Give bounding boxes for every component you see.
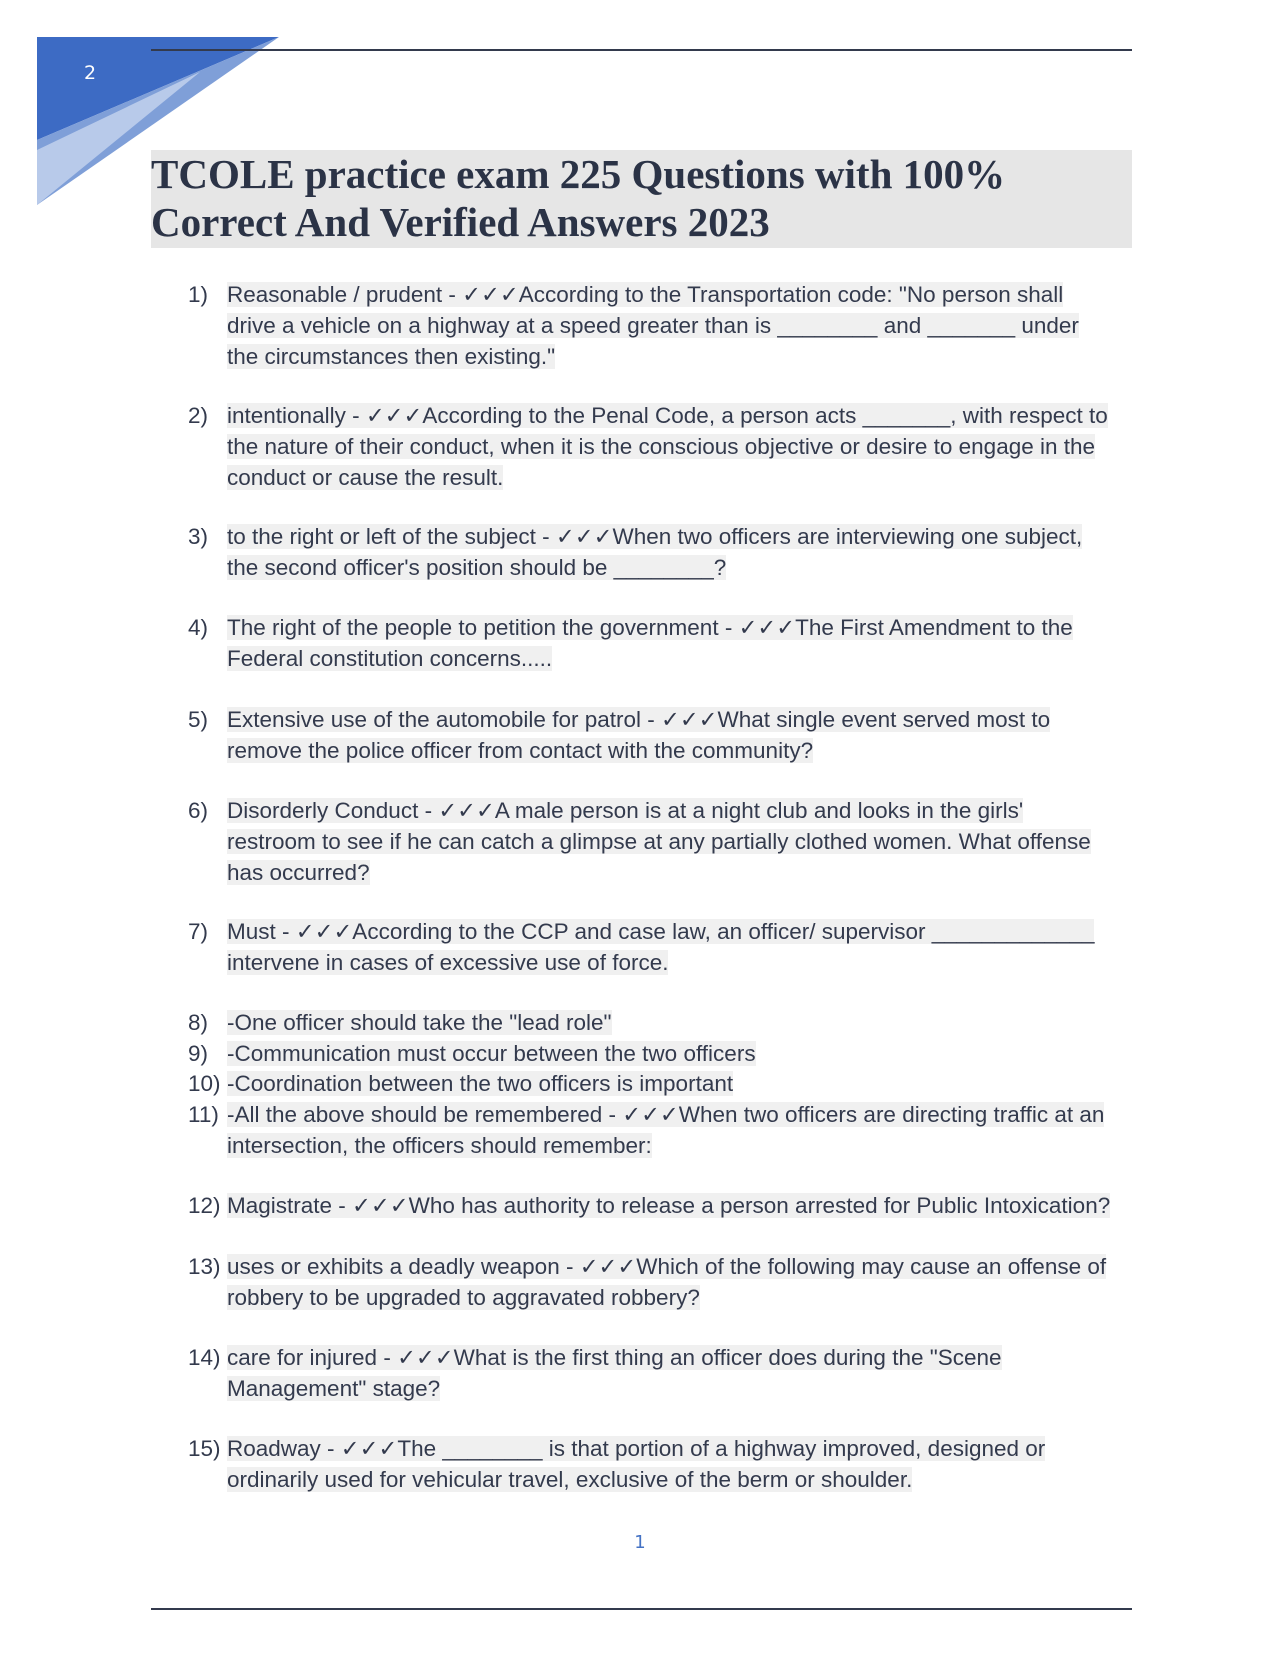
item-text: -Coordination between the two officers is important (227, 1071, 734, 1096)
item-text: care for injured - ✓✓✓What is the first thing an officer does during the "Scene Management" stage? (227, 1345, 1002, 1401)
item-text: The right of the people to petition the government - ✓✓✓The First Amendment to the Federal constitution concerns..... (227, 615, 1073, 671)
bottom-rule (151, 1608, 1132, 1610)
item-number: 7) (188, 919, 209, 944)
item-number: 11) (188, 1102, 219, 1127)
item-number: 5) (188, 707, 209, 732)
item-text: to the right or left of the subject - ✓✓✓When two officers are interviewing one subject, the second officer's position should be ________? (227, 524, 1083, 580)
item-text: -One officer should take the "lead role" (227, 1010, 612, 1035)
item-number: 2) (188, 403, 209, 428)
item-text: Magistrate - ✓✓✓Who has authority to release a person arrested for Public Intoxication? (227, 1193, 1111, 1218)
item-text: Disorderly Conduct - ✓✓✓A male person is at a night club and looks in the girls' restroom to see if he can catch a glimpse at any partially clothed women. What offense has occurred? (227, 798, 1091, 885)
item-number: 4) (188, 615, 209, 640)
item-number: 8) (188, 1010, 209, 1035)
item-number: 14) (188, 1345, 221, 1370)
item-text: Extensive use of the automobile for patrol - ✓✓✓What single event served most to remove the police officer from contact with the community? (227, 707, 1051, 763)
title-line-1: TCOLE practice exam 225 Questions with 100% (151, 151, 1006, 197)
item-number: 15) (188, 1436, 221, 1461)
item-text: -All the above should be remembered - ✓✓✓When two officers are directing traffic at an intersection, the officers should remember: (227, 1102, 1105, 1158)
page-number-top: 2 (84, 62, 97, 84)
item-number: 3) (188, 524, 209, 549)
top-rule (151, 49, 1132, 51)
item-text: Reasonable / prudent - ✓✓✓According to the Transportation code: "No person shall drive a vehicle on a highway at a speed greater than is ________ and _______ under the circumstances then existing." (227, 282, 1079, 369)
item-text: Roadway - ✓✓✓The ________ is that portion of a highway improved, designed or ordinarily used for vehicular travel, exclusive of the berm or shoulder. (227, 1436, 1046, 1492)
item-text: intentionally - ✓✓✓According to the Penal Code, a person acts _______, with respect to the nature of their conduct, when it is the conscious objective or desire to engage in the conduct or cause the result. (227, 403, 1108, 490)
item-number: 6) (188, 798, 209, 823)
document-title (151, 150, 1132, 246)
item-text: uses or exhibits a deadly weapon - ✓✓✓Which of the following may cause an offense of robbery to be upgraded to aggravated robbery? (227, 1254, 1107, 1310)
item-text: -Communication must occur between the two officers (227, 1041, 756, 1066)
item-number: 1) (188, 282, 209, 307)
title-line-2: Correct And Verified Answers 2023 (151, 199, 770, 245)
item-number: 10) (188, 1071, 221, 1096)
item-number: 9) (188, 1041, 209, 1066)
page-number-footer: 1 (634, 1532, 646, 1553)
item-number: 12) (188, 1193, 221, 1218)
item-number: 13) (188, 1254, 221, 1279)
item-text: Must - ✓✓✓According to the CCP and case law, an officer/ supervisor _____________ intervene in cases of excessive use of force. (227, 919, 1095, 975)
